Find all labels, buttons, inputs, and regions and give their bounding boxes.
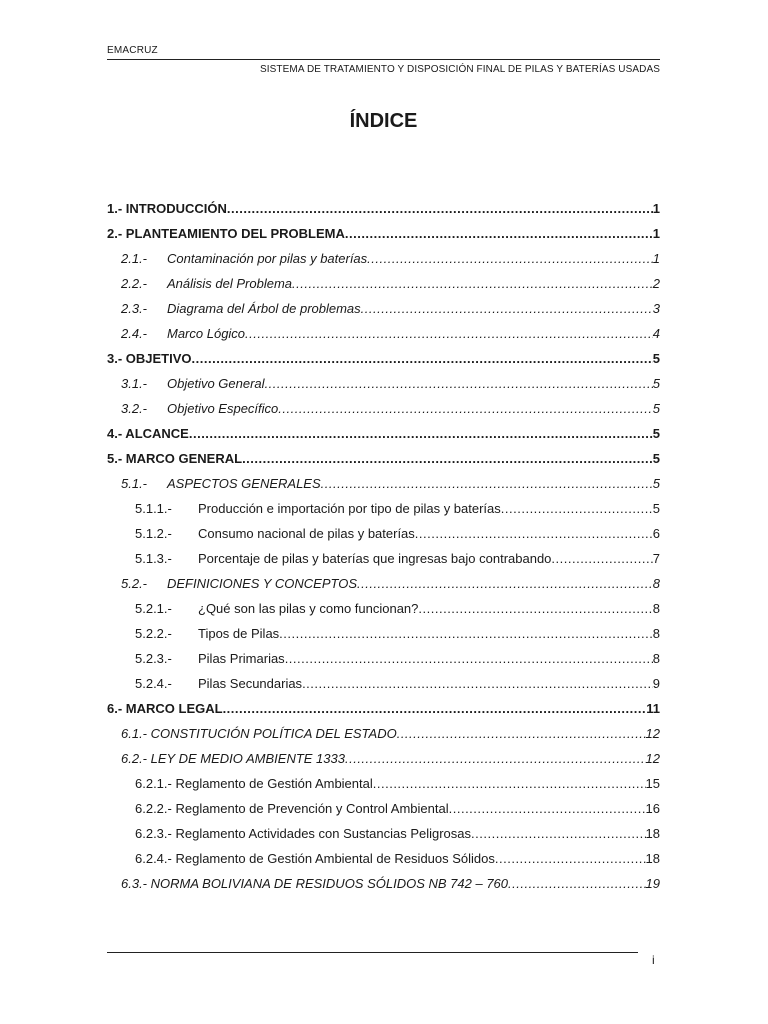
toc-entry-title: DEFINICIONES Y CONCEPTOS	[167, 576, 357, 591]
footer-divider	[107, 952, 638, 953]
toc-entry-page: 18	[645, 851, 660, 866]
toc-dot-leader	[302, 676, 653, 691]
toc-entry-title: Contaminación por pilas y baterías	[167, 251, 368, 266]
toc-entry-title: ¿Qué son las pilas y como funcionan?	[198, 601, 419, 616]
toc-entry-title: 6.2.4.- Reglamento de Gestión Ambiental de Residuos Sólidos	[135, 851, 495, 866]
toc-entry-page: 5	[652, 501, 660, 516]
toc-dot-leader	[501, 501, 653, 516]
toc-entry[interactable]	[107, 841, 660, 866]
toc-entry[interactable]	[107, 316, 660, 341]
toc-dot-leader	[278, 401, 652, 416]
toc-dot-leader	[361, 301, 653, 316]
toc-entry[interactable]	[107, 216, 660, 241]
toc-entry-page: 18	[645, 826, 660, 841]
toc-dot-leader	[279, 626, 653, 641]
toc-entry[interactable]	[107, 341, 660, 366]
toc-entry[interactable]	[107, 291, 660, 316]
toc-dot-leader	[367, 251, 653, 266]
toc-entry-title: 6.1.- CONSTITUCIÓN POLÍTICA DEL ESTADO	[121, 726, 397, 741]
toc-entry-number: 5.2.2.-	[135, 626, 172, 641]
toc-dot-leader	[508, 876, 646, 891]
toc-dot-leader	[397, 726, 646, 741]
toc-dot-leader	[373, 776, 646, 791]
toc-dot-leader	[345, 751, 646, 766]
toc-entry-title: 6.- MARCO LEGAL	[107, 701, 223, 716]
toc-entry[interactable]	[107, 791, 660, 816]
toc-entry-number: 5.1.3.-	[135, 551, 172, 566]
toc-dot-leader	[192, 351, 653, 366]
toc-entry-title: 6.2.2.- Reglamento de Prevención y Control Ambiental	[135, 801, 449, 816]
toc-entry[interactable]	[107, 666, 660, 691]
toc-entry[interactable]	[107, 441, 660, 466]
header-document-title: SISTEMA DE TRATAMIENTO Y DISPOSICIÓN FINAL DE PILAS Y BATERÍAS USADAS	[260, 64, 660, 75]
toc-entry-title: Diagrama del Árbol de problemas	[167, 301, 361, 316]
toc-entry-title: 6.2.- LEY DE MEDIO AMBIENTE 1333	[121, 751, 345, 766]
toc-dot-leader	[345, 226, 653, 241]
toc-entry-page: 16	[645, 801, 660, 816]
toc-entry-number: 5.2.3.-	[135, 651, 172, 666]
toc-entry-number: 2.4.-	[121, 326, 148, 341]
header-divider	[107, 59, 660, 60]
toc-entry-title: Marco Lógico	[167, 326, 246, 341]
toc-entry-title: 1.- INTRODUCCIÓN	[107, 201, 227, 216]
toc-entry-title: 2.- PLANTEAMIENTO DEL PROBLEMA	[107, 226, 345, 241]
toc-entry-title: Análisis del Problema	[167, 276, 293, 291]
toc-entry-number: 5.2.1.-	[135, 601, 172, 616]
toc-entry[interactable]	[107, 266, 660, 291]
toc-dot-leader	[285, 651, 653, 666]
toc-entry[interactable]	[107, 716, 660, 741]
toc-entry-number: 5.1.-	[121, 476, 148, 491]
toc-entry-page: 1	[652, 226, 660, 241]
toc-entry-page: 5	[652, 401, 660, 416]
toc-dot-leader	[415, 526, 653, 541]
toc-entry-number: 2.1.-	[121, 251, 148, 266]
toc-entry[interactable]	[107, 516, 660, 541]
toc-entry[interactable]	[107, 466, 660, 491]
toc-entry-number: 5.1.2.-	[135, 526, 172, 541]
toc-entry-title: Objetivo General	[167, 376, 265, 391]
toc-entry-page: 5	[652, 426, 660, 441]
toc-entry-page: 5	[652, 476, 660, 491]
toc-entry-number: 2.2.-	[121, 276, 148, 291]
toc-entry[interactable]	[107, 541, 660, 566]
toc-entry[interactable]	[107, 616, 660, 641]
toc-entry-title: Consumo nacional de pilas y baterías	[198, 526, 415, 541]
header-org-name: EMACRUZ	[107, 45, 158, 56]
toc-entry-page: 7	[652, 551, 660, 566]
toc-dot-leader	[449, 801, 646, 816]
toc-entry[interactable]	[107, 416, 660, 441]
toc-entry[interactable]	[107, 366, 660, 391]
toc-entry[interactable]	[107, 191, 660, 216]
toc-entry-page: 12	[645, 751, 660, 766]
toc-entry-title: Objetivo Específico	[167, 401, 279, 416]
toc-entry-number: 3.1.-	[121, 376, 148, 391]
toc-entry-number: 5.1.1.-	[135, 501, 172, 516]
toc-dot-leader	[189, 426, 653, 441]
toc-entry[interactable]	[107, 816, 660, 841]
toc-dot-leader	[551, 551, 652, 566]
table-of-contents	[107, 191, 660, 891]
toc-entry-number: 5.2.-	[121, 576, 148, 591]
toc-entry-page: 1	[652, 251, 660, 266]
toc-dot-leader	[227, 201, 653, 216]
footer-page-number: i	[652, 953, 655, 967]
toc-entry-page: 8	[652, 601, 660, 616]
toc-entry-title: Pilas Secundarias	[198, 676, 303, 691]
toc-entry-page: 5	[652, 351, 660, 366]
toc-entry[interactable]	[107, 591, 660, 616]
toc-entry-title: 6.2.1.- Reglamento de Gestión Ambiental	[135, 776, 373, 791]
toc-entry-page: 9	[652, 676, 660, 691]
toc-entry-page: 15	[645, 776, 660, 791]
toc-dot-leader	[418, 601, 652, 616]
toc-entry[interactable]	[107, 866, 660, 891]
toc-entry-title: 6.2.3.- Reglamento Actividades con Sustancias Peligrosas	[135, 826, 472, 841]
toc-entry[interactable]	[107, 241, 660, 266]
toc-entry[interactable]	[107, 491, 660, 516]
toc-entry-page: 8	[652, 651, 660, 666]
toc-dot-leader	[471, 826, 646, 841]
toc-entry-title: 5.- MARCO GENERAL	[107, 451, 243, 466]
toc-entry-title: Tipos de Pilas	[198, 626, 280, 641]
toc-entry-page: 1	[652, 201, 660, 216]
toc-entry-page: 8	[652, 576, 660, 591]
toc-dot-leader	[321, 476, 653, 491]
toc-entry-title: Producción e importación por tipo de pilas y baterías	[198, 501, 501, 516]
toc-entry-page: 5	[652, 451, 660, 466]
toc-entry-number: 2.3.-	[121, 301, 148, 316]
toc-entry-page: 5	[652, 376, 660, 391]
page-title: ÍNDICE	[349, 110, 418, 132]
toc-entry[interactable]	[107, 741, 660, 766]
toc-entry-title: Pilas Primarias	[198, 651, 285, 666]
toc-dot-leader	[245, 326, 653, 341]
toc-entry-title: ASPECTOS GENERALES	[167, 476, 321, 491]
toc-entry[interactable]	[107, 766, 660, 791]
toc-entry-number: 5.2.4.-	[135, 676, 172, 691]
toc-dot-leader	[495, 851, 646, 866]
toc-dot-leader	[357, 576, 653, 591]
toc-dot-leader	[265, 376, 653, 391]
toc-entry-page: 2	[652, 276, 660, 291]
toc-entry[interactable]	[107, 691, 660, 716]
toc-entry-title: Porcentaje de pilas y baterías que ingresas bajo contrabando	[198, 551, 552, 566]
toc-entry-title: 3.- OBJETIVO	[107, 351, 192, 366]
toc-dot-leader	[223, 701, 647, 716]
toc-entry-title: 6.3.- NORMA BOLIVIANA DE RESIDUOS SÓLIDOS NB 742 – 760	[121, 876, 509, 891]
toc-entry[interactable]	[107, 641, 660, 666]
toc-entry-page: 3	[652, 301, 660, 316]
toc-entry-page: 8	[652, 626, 660, 641]
toc-entry-number: 3.2.-	[121, 401, 148, 416]
toc-dot-leader	[292, 276, 653, 291]
toc-entry-page: 4	[652, 326, 660, 341]
toc-dot-leader	[242, 451, 653, 466]
toc-entry-page: 12	[645, 726, 660, 741]
toc-entry-page: 19	[645, 876, 660, 891]
toc-entry-page: 6	[652, 526, 660, 541]
toc-entry-title: 4.- ALCANCE	[107, 426, 189, 441]
toc-entry[interactable]	[107, 391, 660, 416]
toc-entry-page: 11	[646, 701, 660, 716]
toc-entry[interactable]	[107, 566, 660, 591]
